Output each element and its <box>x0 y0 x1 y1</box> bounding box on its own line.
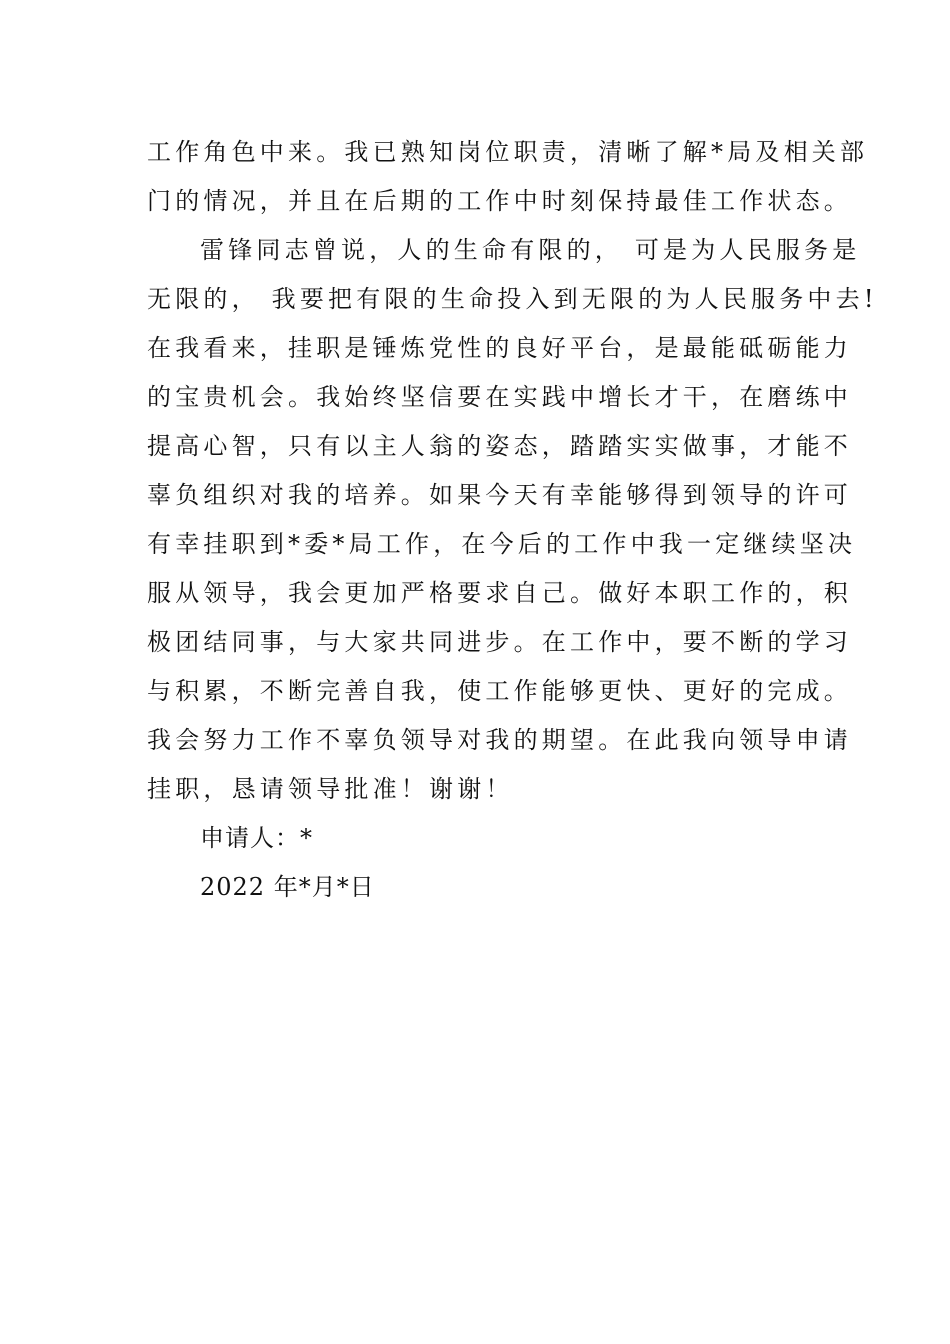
body-line: 无限的， 我要把有限的生命投入到无限的为人民服务中去! <box>147 285 878 313</box>
body-line: 挂职，恳请领导批准！谢谢！ <box>147 775 514 803</box>
document-body <box>147 128 878 912</box>
body-line: 门的情况，并且在后期的工作中时刻保持最佳工作状态。 <box>147 187 852 215</box>
body-line: 的宝贵机会。我始终坚信要在实践中增长才干，在磨练中 <box>147 383 852 411</box>
body-line: 极团结同事，与大家共同进步。在工作中，要不断的学习 <box>147 628 852 656</box>
body-line: 工作角色中来。我已熟知岗位职责，清晰了解*局及相关部 <box>147 138 869 166</box>
body-line: 我会努力工作不辜负领导对我的期望。在此我向领导申请 <box>147 726 852 754</box>
body-line: 服从领导，我会更加严格要求自己。做好本职工作的，积 <box>147 579 852 607</box>
body-line: 有幸挂职到*委*局工作，在今后的工作中我一定继续坚决 <box>147 530 857 558</box>
body-line: 辜负组织对我的培养。如果今天有幸能够得到领导的许可 <box>147 481 852 509</box>
body-line: 与积累，不断完善自我，使工作能够更快、更好的完成。 <box>147 677 852 705</box>
paragraph-start-line: 雷锋同志曾说，人的生命有限的， 可是为人民服务是 <box>200 236 861 264</box>
body-line: 提高心智，只有以主人翁的姿态，踏踏实实做事，才能不 <box>147 432 852 460</box>
signature-date: 2022 年*月*日 <box>200 873 375 901</box>
applicant-signature: 申请人：* <box>200 824 313 852</box>
body-line: 在我看来，挂职是锤炼党性的良好平台，是最能砥砺能力 <box>147 334 852 362</box>
